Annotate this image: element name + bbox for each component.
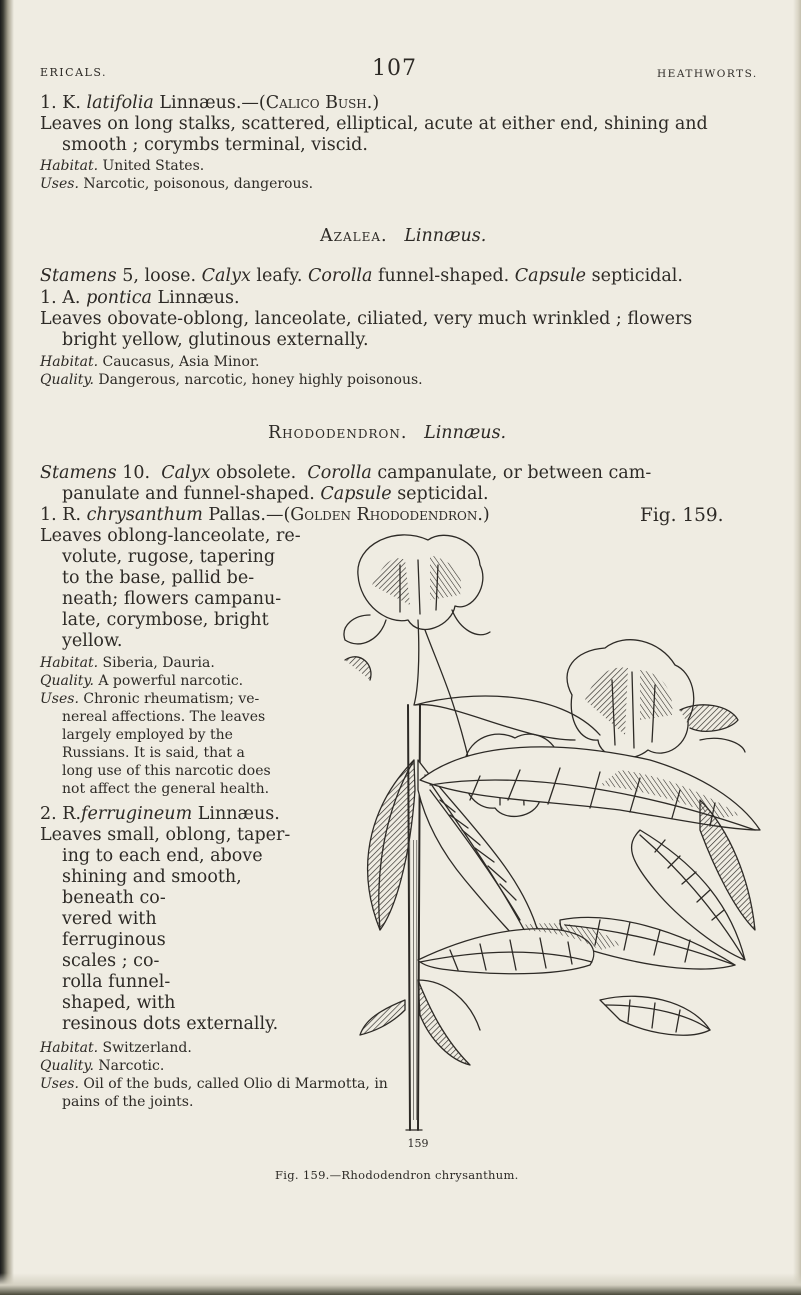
rhododendron-characters-line1: Stamens 10. Calyx obsolete. Corolla campanulate, or between cam-	[40, 463, 652, 483]
page-number: 107	[372, 56, 417, 81]
sp2-uses-line2: pains of the joints.	[62, 1094, 194, 1110]
sp2-quality: Quality. Narcotic.	[40, 1058, 165, 1074]
azalea-habitat: Habitat. Caucasus, Asia Minor.	[40, 354, 260, 370]
azalea-quality: Quality. Dangerous, narcotic, honey highly poisonous.	[40, 372, 423, 388]
sp2-desc-line: resinous dots externally.	[62, 1014, 279, 1034]
kalmia-uses: Uses. Narcotic, poisonous, dangerous.	[40, 176, 314, 192]
sp2-desc-line: rolla funnel-	[62, 972, 171, 992]
sp2-desc-line: scales ; co-	[62, 951, 160, 971]
sp2-desc-line: ferruginous	[62, 930, 166, 950]
kalmia-desc-line1: Leaves on long stalks, scattered, elliptical, acute at either end, shining and	[40, 114, 708, 134]
sp1-uses-line: nereal affections. The leaves	[62, 709, 266, 725]
sp2-desc-line: Leaves small, oblong, taper-	[40, 825, 291, 845]
kalmia-habitat: Habitat. United States.	[40, 158, 205, 174]
sp1-uses-line: Russians. It is said, that a	[62, 745, 245, 761]
rhododendron-characters-line2: panulate and funnel-shaped. Capsule septicidal.	[62, 484, 489, 504]
sp1-quality: Quality. A powerful narcotic.	[40, 673, 244, 689]
sp2-desc-line: ing to each end, above	[62, 846, 263, 866]
sp2-desc-line: shaped, with	[62, 993, 176, 1013]
sp1-desc-line: volute, rugose, tapering	[62, 547, 276, 567]
sp1-desc-line: to the base, pallid be-	[62, 568, 255, 588]
azalea-characters: Stamens 5, loose. Calyx leafy. Corolla funnel-shaped. Capsule septicidal.	[40, 266, 683, 286]
kalmia-desc-line2: smooth ; corymbs terminal, viscid.	[62, 135, 368, 155]
sp2-desc-line: vered with	[62, 909, 157, 929]
azalea-desc-line2: bright yellow, glutinous externally.	[62, 330, 369, 350]
sp1-uses-line: largely employed by the	[62, 727, 233, 743]
rhododendron-sp2-title: 2. R.ferrugineum Linnæus.	[40, 804, 280, 824]
figure-caption: Fig. 159.—Rhododendron chrysanthum.	[275, 1168, 519, 1182]
figure-reference: Fig. 159.	[640, 505, 724, 526]
kalmia-entry-title: 1. K. latifolia Linnæus.—(Calico Bush.)	[40, 93, 380, 113]
running-head-right: HEATHWORTS.	[657, 68, 758, 80]
sp1-desc-line: late, corymbose, bright	[62, 610, 269, 630]
sp2-uses-line1: Uses. Oil of the buds, called Olio di Marmotta, in	[40, 1076, 388, 1092]
running-head-left: ERICALS.	[40, 66, 107, 79]
azalea-heading: Azalea. Linnæus.	[320, 226, 487, 246]
rhododendron-heading: Rhododendron. Linnæus.	[268, 423, 507, 443]
sp1-uses-line: long use of this narcotic does	[62, 763, 271, 779]
sp2-habitat: Habitat. Switzerland.	[40, 1040, 192, 1056]
sp2-desc-line: shining and smooth,	[62, 867, 242, 887]
azalea-desc-line1: Leaves obovate-oblong, lanceolate, ciliated, very much wrinkled ; flowers	[40, 309, 693, 329]
sp1-desc-line: neath; flowers campanu-	[62, 589, 282, 609]
sp1-habitat: Habitat. Siberia, Dauria.	[40, 655, 215, 671]
sp1-uses-line: not affect the general health.	[62, 781, 270, 797]
figure-number: 159	[407, 1137, 429, 1150]
rhododendron-sp1-title: 1. R. chrysanthum Pallas.—(Golden Rhododendron.)	[40, 505, 490, 525]
sp1-desc-line: Leaves oblong-lanceolate, re-	[40, 526, 301, 546]
sp2-desc-line: beneath co-	[62, 888, 166, 908]
sp1-desc-line: yellow.	[62, 631, 123, 651]
page-bottom-shadow	[0, 1273, 801, 1295]
azalea-species-title: 1. A. pontica Linnæus.	[40, 288, 240, 308]
sp1-uses-line: Uses. Chronic rheumatism; ve-	[40, 691, 260, 707]
